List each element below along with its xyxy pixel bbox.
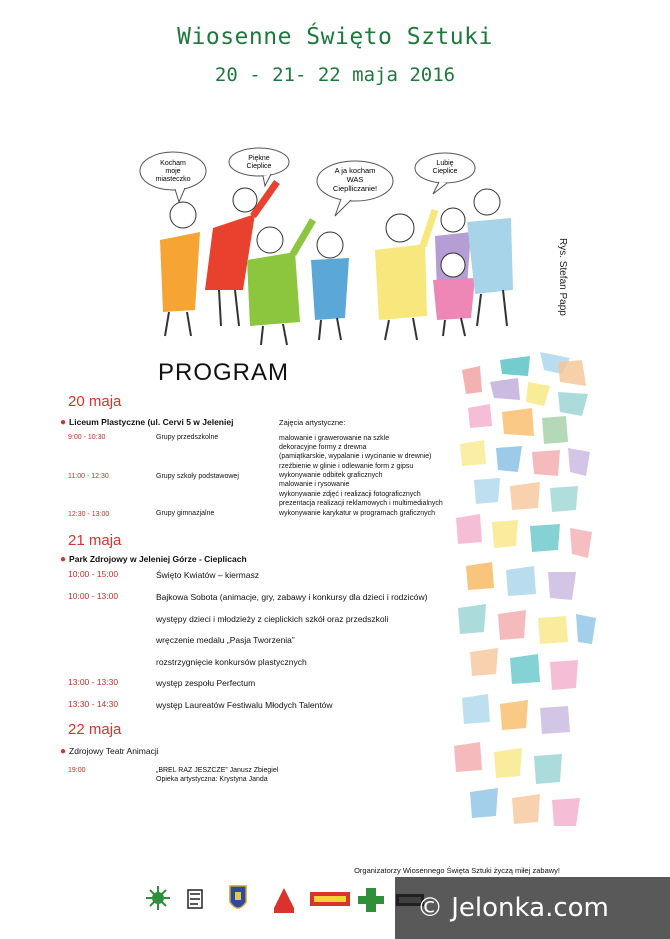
svg-text:Kocham: Kocham <box>160 160 186 167</box>
speech-bubble-1 <box>140 152 206 202</box>
day1-activity: wykonywanie karykatur w programach graficznych <box>279 510 436 517</box>
speech-bubble-2 <box>229 148 289 186</box>
day2-event6-text: występ zespołu Perfectum <box>156 678 256 688</box>
day1-slot2-group: Grupy szkoły podstawowej <box>156 473 239 480</box>
day3-venue-label: Zdrojowy Teatr Animacji <box>69 746 159 756</box>
day2-event1-text: Święto Kwiatów – kiermasz <box>156 570 259 580</box>
day1-slot3-group: Grupy gimnazjalne <box>156 510 215 517</box>
day2-event2-time: 10:00 - 13:00 <box>68 591 119 601</box>
day1-activity: prezentacja realizacji reklamowych i multimedialnych <box>279 500 443 507</box>
day1-venue-label: Liceum Plastyczne (ul. Cervi 5 w Jeleniej <box>69 417 234 427</box>
figure-green <box>247 220 313 345</box>
day1-slot2-time: 11:00 - 12:30 <box>68 473 109 480</box>
day3-artistic-supervision: Opieka artystyczna: Krystyna Janda <box>156 776 268 783</box>
bullet-icon: ● <box>60 746 67 757</box>
pharmacy-logo-icon <box>358 888 384 912</box>
day1-venue <box>60 417 233 428</box>
illustration-credit: Rys. Stefan Papp <box>557 238 568 316</box>
figure-blue-small <box>311 232 349 340</box>
event-dates: 20 - 21- 22 maja 2016 <box>214 64 456 86</box>
day2-event3-text: występy dzieci i młodzieży z cieplickich szkół oraz przedszkoli <box>156 614 389 624</box>
day2-venue-label: Park Zdrojowy w Jeleniej Górze - Cieplicach <box>69 554 247 564</box>
day1-slot1-time: 9:00 - 10:30 <box>68 434 106 441</box>
day1-activity: rzeźbienie w glinie i odlewanie form z gipsu <box>279 463 414 470</box>
svg-text:Cieplice: Cieplice <box>246 163 272 170</box>
day1-slot1-group: Grupy przedszkolne <box>156 434 219 441</box>
organizers-message: Organizatorzy Wiosennego Święta Sztuki życzą miłej zabawy! <box>354 866 560 875</box>
day2-date: 21 maja <box>68 532 122 549</box>
poster-title: Wiosenne Święto Sztuki <box>177 24 493 50</box>
day1-activity: malowanie i rysowanie <box>279 481 350 488</box>
day1-activities-header: Zajęcia artystyczne: <box>279 418 346 427</box>
svg-text:Lubię: Lubię <box>436 160 454 167</box>
figure-orange <box>160 202 200 336</box>
bullet-icon: ● <box>60 554 67 565</box>
day1-slot3-time: 12:30 - 13:00 <box>68 511 110 518</box>
day2-event7-time: 13:30 - 14:30 <box>68 699 119 709</box>
svg-text:Cieplice: Cieplice <box>432 168 458 175</box>
day1-activity: wykonywanie odbitek graficznych <box>279 472 383 479</box>
day2-venue <box>60 554 247 565</box>
svg-text:miasteczko: miasteczko <box>155 176 191 183</box>
day3-date: 22 maja <box>68 721 122 738</box>
day2-event1-time: 10:00 - 15:00 <box>68 569 119 579</box>
day2-event5-text: rozstrzygnięcie konkursów plastycznych <box>156 657 307 667</box>
day2-event6-time: 13:00 - 13:30 <box>68 677 119 687</box>
figure-yellow <box>375 210 435 340</box>
day2-event2-text: Bajkowa Sobota (animacje, gry, zabawy i konkursy dla dzieci i rodziców) <box>156 592 428 602</box>
day2-event7-text: występ Laureatów Festiwalu Młodych Talentów <box>156 700 333 710</box>
svg-text:A ja kocham: A ja kocham <box>334 166 376 175</box>
coat-of-arms-icon <box>230 886 246 908</box>
bullet-icon: ● <box>60 417 67 428</box>
hotel-logo-icon <box>274 888 294 913</box>
svg-text:moje: moje <box>165 168 181 175</box>
svg-text:WAS: WAS <box>346 175 364 184</box>
day1-activity: (pamiątkarskie, wypalanie i wycinanie w drewnie) <box>279 453 432 460</box>
svg-text:Piękne: Piękne <box>248 155 270 162</box>
people-illustration <box>135 140 535 345</box>
decorative-mosaic <box>440 352 600 832</box>
program-heading: PROGRAM <box>158 359 290 386</box>
day1-activity: wykonywanie zdjęć i realizacji fotograficznych <box>279 491 421 498</box>
figure-lightblue <box>467 189 513 326</box>
day1-activity: malowanie i grawerowanie na szkle <box>279 435 390 442</box>
day3-time: 19:00 <box>68 767 86 774</box>
day1-activity: dekoracyjne formy z drewna <box>279 444 367 451</box>
flower-logo-icon <box>146 886 170 910</box>
theater-logo-icon <box>188 890 202 908</box>
sponsor-logos <box>144 880 424 920</box>
day2-event4-text: wręczenie medalu „Pasja Tworzenia” <box>156 635 295 645</box>
day3-performance: „BREL RAZ JESZCZE” Janusz Zbiegiel <box>156 767 279 774</box>
day1-date: 20 maja <box>68 393 122 410</box>
media-logo-icon <box>310 892 350 906</box>
svg-text:Cieplliczanie!: Cieplliczanie! <box>332 184 378 193</box>
day3-venue <box>60 746 159 757</box>
speech-bubble-4 <box>415 153 475 194</box>
jelonka-watermark: © Jelonka.com <box>395 877 670 939</box>
speech-bubble-3 <box>317 161 393 216</box>
